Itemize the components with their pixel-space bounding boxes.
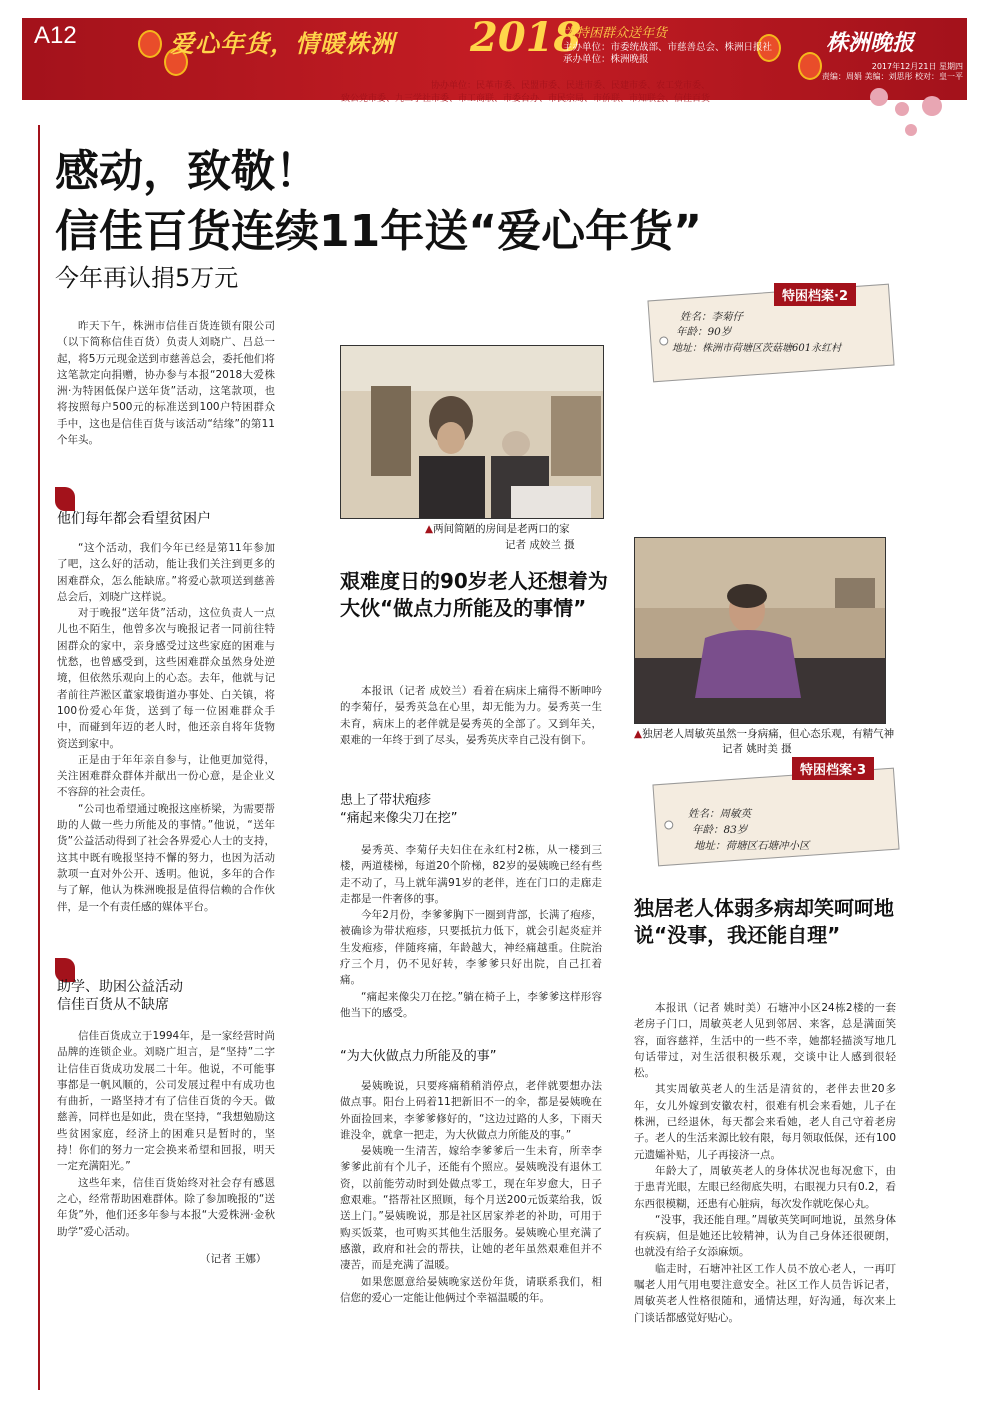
blossom-decoration (905, 124, 917, 136)
story2-photo-caption (425, 522, 570, 537)
paragraph: “痛起来像尖刀在挖。”躺在椅子上，李爹爹这样形容他当下的感受。 (340, 990, 602, 1019)
paragraph: 晏姨晚说，只要疼痛稍稍消停点，老伴就要想办法做点事。阳台上码着11把新旧不一的伞，都是晏姨晚在外面捡回来，李爹爹修好的，“这边过路的人多，下雨天谁没伞，就拿一把走，为大伙做点力所能及的事。” (340, 1080, 602, 1141)
photo-elderly-woman-image (635, 538, 885, 723)
issue-date: 2017年12月21日 星期四 (871, 62, 963, 71)
paragraph: 今年2月份，李爹爹胸下一圈到背部，长满了疱疹，被确诊为带状疱疹，只要抵抗力低下，就会引起炎症并生发疱疹，伴随疼痛，年龄越大，神经痛越重。住院治疗三个月，仍不见好转，李爹爹只好出院，自己扛着痛。 (340, 909, 602, 987)
tag-hole-icon (664, 820, 674, 830)
organizer-line: 承办单位：株洲晚报 (563, 54, 649, 65)
story3-body (634, 1000, 896, 1326)
blossom-decoration (922, 96, 942, 116)
host-line: 主办单位：市委统战部、市慈善总会、株洲日报社 (563, 42, 773, 53)
caption-arrow-icon: ▲ (425, 523, 434, 535)
banner-subtitle: 为特困群众送年货 (563, 26, 668, 41)
section1-title: 他们每年都会看望贫困户 (57, 511, 211, 527)
paragraph: 对于晚报“送年货”活动，这位负责人一点儿也不陌生，他曾多次与晚报记者一同前往特困群众的家中，亲身感受过这些家庭的困难与忧愁，也曾感受到，这些困难群众虽然身处逆境，但依然乐观向上的心态。去年，他就与记者前往芦淞区董家塅街道办事处、白关镇，将100份爱心年货，送到了每一位困难群众手中，而碰到年迈的老人时，他还亲自将年货物资送到家中。 (57, 607, 275, 750)
story2-lead: 本报讯（记者 成姣兰）看着在病床上痛得不断呻吟的李菊仔，晏秀英急在心里，却无能为力。晏秀英一生未育，病床上的老伴就是晏秀英的全部了。又到年关，艰难的一年终于到了尽头，晏秀英庆幸自己没有倒下。 (340, 685, 602, 746)
caption-arrow-icon: ▲ (634, 728, 643, 740)
story2-section2-body (340, 1078, 602, 1306)
paragraph: 临走时，石塘冲社区工作人员不放心老人，一再叮嘱老人用气用电要注意安全。社区工作人员告诉记者，周敏英老人性格很随和，通情达理，好沟通，每次来上门谈话都感觉好贴心。 (634, 1262, 896, 1324)
headline-line-2: 信佳百货连续11年送“爱心年货” (55, 206, 703, 257)
paper-logo: 株洲晚报 (826, 30, 915, 56)
tag2-address: 地址：株洲市荷塘区茨菇塘601永红村 (672, 343, 842, 354)
paragraph: 如果您愿意给晏姨晚家送份年货，请联系我们，相信您的爱心一定能让他俩过个幸福温暖的年。 (340, 1275, 602, 1304)
paragraph: “没事，我还能自理。”周敏英笑呵呵地说，虽然身体有疾病，但是她还比较精神，认为自己身体还很硬朗，也就没有给子女添麻烦。 (634, 1213, 896, 1259)
paragraph: 信佳百货成立于1994年，是一家经营时尚品牌的连锁企业。刘晓广坦言，是“坚持”二字让信佳百货成功发展二十年。他说，不可能事事都是一帆风顺的，公司发展过程中有成功也有曲折，一路坚持才有了信佳百货的今天。做慈善，同样也是如此，贵在坚持，“我想勉励这些贫困家庭，经济上的困难只是暂时的，坚持！你们的努力一定会换来希望和回报，明天一定充满阳光。” (57, 1030, 275, 1173)
story3-photo-caption (634, 727, 896, 742)
photo-elderly-couple (340, 345, 604, 519)
subhead-line: “痛起来像尖刀在挖” (340, 811, 458, 826)
paragraph: 其实周敏英老人的生活是清贫的，老伴去世20多年，女儿外嫁到安徽农村，很难有机会来看她，儿子在株洲，已经退休，每天都会来看她，老人自己守着老房子。老人的生活来源比较有限，每月领取低保，还有100元遗孀补贴，儿子再接济一点。 (634, 1083, 896, 1161)
blossom-decoration (870, 88, 888, 106)
tag3-address: 地址：荷塘区石塘冲小区 (694, 840, 810, 852)
column-rule (38, 125, 40, 1390)
tag3-age: 年龄：83岁 (692, 824, 748, 836)
blossom-decoration (895, 102, 909, 116)
story3-photo-credit: 记者 姚时美 摄 (722, 743, 792, 755)
story2-section1-body (340, 842, 602, 1021)
tag-ribbon-2: 特困档案·2 (774, 283, 856, 306)
section-marker-icon (55, 487, 75, 511)
story2-subhead-1 (340, 792, 457, 828)
section2-title-line-1: 助学、助困公益活动 (57, 979, 183, 995)
paragraph: “公司也希望通过晚报这座桥梁，为需要帮助的人做一些力所能及的事情。”他说，“送年货”公益活动得到了社会各界爱心人士的支持，这其中既有晚报坚持不懈的努力，也因为活动款项一直对外公开、透明。他说，多年的合作与了解，他认为株洲晚报是值得信赖的合作伙伴，是一个有责任感的媒体平台。 (57, 802, 275, 913)
issue-info (818, 62, 963, 82)
co-organizers-line-1: 协办单位：民革市委、民盟市委、民进市委、民建市委、农工党市委、 (430, 81, 710, 91)
tag3-name: 姓名：周敏英 (688, 808, 751, 820)
story2-photo-credit: 记者 成姣兰 摄 (505, 539, 575, 551)
page-number: A12 (34, 22, 77, 49)
headline-line-1: 感动，致敬！ (55, 146, 319, 197)
paragraph: 晏姨晚一生清苦，嫁给李爹爹后一生未育，所幸李爹爹此前有个儿子，还能有个照应。晏姨晚没有退休工资，以前能劳动时到处做点零工，现在年岁愈大，日子愈艰难。“搭帮社区照顾，每个月送200元饭菜给我，饭送上门。”晏姨晚说，那是社区居家养老的补助，可用于购买饭菜，也可购买其他生活服务。晏姨晚心里充满了感激，政府和社会的帮扶，让她的老年虽然艰难但并不凄苦，而是充满了温暖。 (340, 1145, 602, 1272)
paragraph: 本报讯（记者 姚时美）石塘冲小区24栋2楼的一套老房子门口，周敏英老人见到邻居、来客，总是满面笑容，面容慈祥，生活中的一些不幸，她都轻描淡写地几句话带过，对生活很积极乐观，交谈中让人感到很轻松。 (634, 1002, 896, 1080)
tag-hole-icon (659, 336, 669, 346)
section2-title-line-2: 信佳百货从不缺席 (57, 997, 169, 1013)
paragraph: 年龄大了，周敏英老人的身体状况也每况愈下，由于患青光眼，左眼已经彻底失明，右眼视力只有0.2，看东西很模糊，还患有心脏病，每次发作就吃保心丸。 (634, 1164, 896, 1210)
section2-byline: （记者 王娜） (200, 1253, 267, 1265)
paragraph: “这个活动，我们今年已经是第11年参加了吧，这么好的活动，能让我们关注到更多的困难群众，怎么能缺席。”将爱心款项送到慈善总会后，刘晓广这样说。 (57, 542, 275, 603)
paragraph: 正是由于年年亲自参与，让他更加觉得，关注困难群众群体并献出一份心意，是企业义不容辞的社会责任。 (57, 753, 275, 799)
photo-elderly-woman (634, 537, 886, 724)
headline-deck: 今年再认捐5万元 (55, 264, 239, 292)
paragraph: 晏秀英、李菊仔夫妇住在永红村2栋，从一楼到三楼，两道楼梯，每道20个阶梯，82岁的晏姨晚已经有些走不动了，马上就年满91岁的老伴，连在门口的走廊走走都是一件奢侈的事。 (340, 844, 602, 905)
caption-text: 两间简陋的房间是老两口的家 (433, 523, 570, 535)
story3-headline: 独居老人体弱多病却笑呵呵地说“没事，我还能自理” (634, 896, 894, 947)
story2-subhead-2: “为大伙做点力所能及的事” (340, 1049, 497, 1064)
editors-line: 责编：周娟 美编：刘思彤 校对：皇一平 (821, 72, 963, 81)
photo-elderly-couple-image (341, 346, 603, 518)
section2-title (57, 978, 183, 1014)
lantern-icon (138, 30, 162, 58)
subhead-line: 患上了带状疱疹 (340, 793, 432, 808)
section1-body (57, 540, 275, 915)
section2-body (57, 1028, 275, 1240)
caption-text: 独居老人周敏英虽然一身病痛，但心态乐观，有精气神 (642, 728, 895, 740)
paragraph: 这些年来，信佳百货始终对社会存有感恩之心，经常帮助困难群体。除了参加晚报的“送年货”外，他们还多年参与本报“大爱株洲·金秋助学”爱心活动。 (57, 1176, 275, 1238)
banner-title: 爱心年货，情暖株洲 (170, 30, 395, 58)
banner-year: 2018 (470, 14, 582, 61)
tag2-name: 姓名：李菊仔 (680, 311, 743, 323)
tag2-age: 年龄：90岁 (676, 326, 732, 338)
intro-paragraph: 昨天下午，株洲市信佳百货连锁有限公司（以下简称信佳百货）负责人刘晓广、吕总一起，将5万元现金送到市慈善总会，委托他们将这笔款定向捐赠，协办参与本报“2018大爱株洲·为特困低保户送年货”活动，这笔款项，也将按照每户500元的标准送到100户特困群众手中，这也是信佳百货与该活动“结缘”的第11个年头。 (57, 320, 275, 447)
co-organizers-line-2: 致公党市委、九三学社市委、市工商联、市委台办、市民宗局、市侨联、市知联会、信佳百货 (340, 94, 710, 104)
story2-headline: 艰难度日的90岁老人还想着为大伙“做点力所能及的事情” (340, 569, 608, 620)
tag-ribbon-3: 特困档案·3 (792, 757, 874, 780)
banner-host (563, 42, 772, 66)
